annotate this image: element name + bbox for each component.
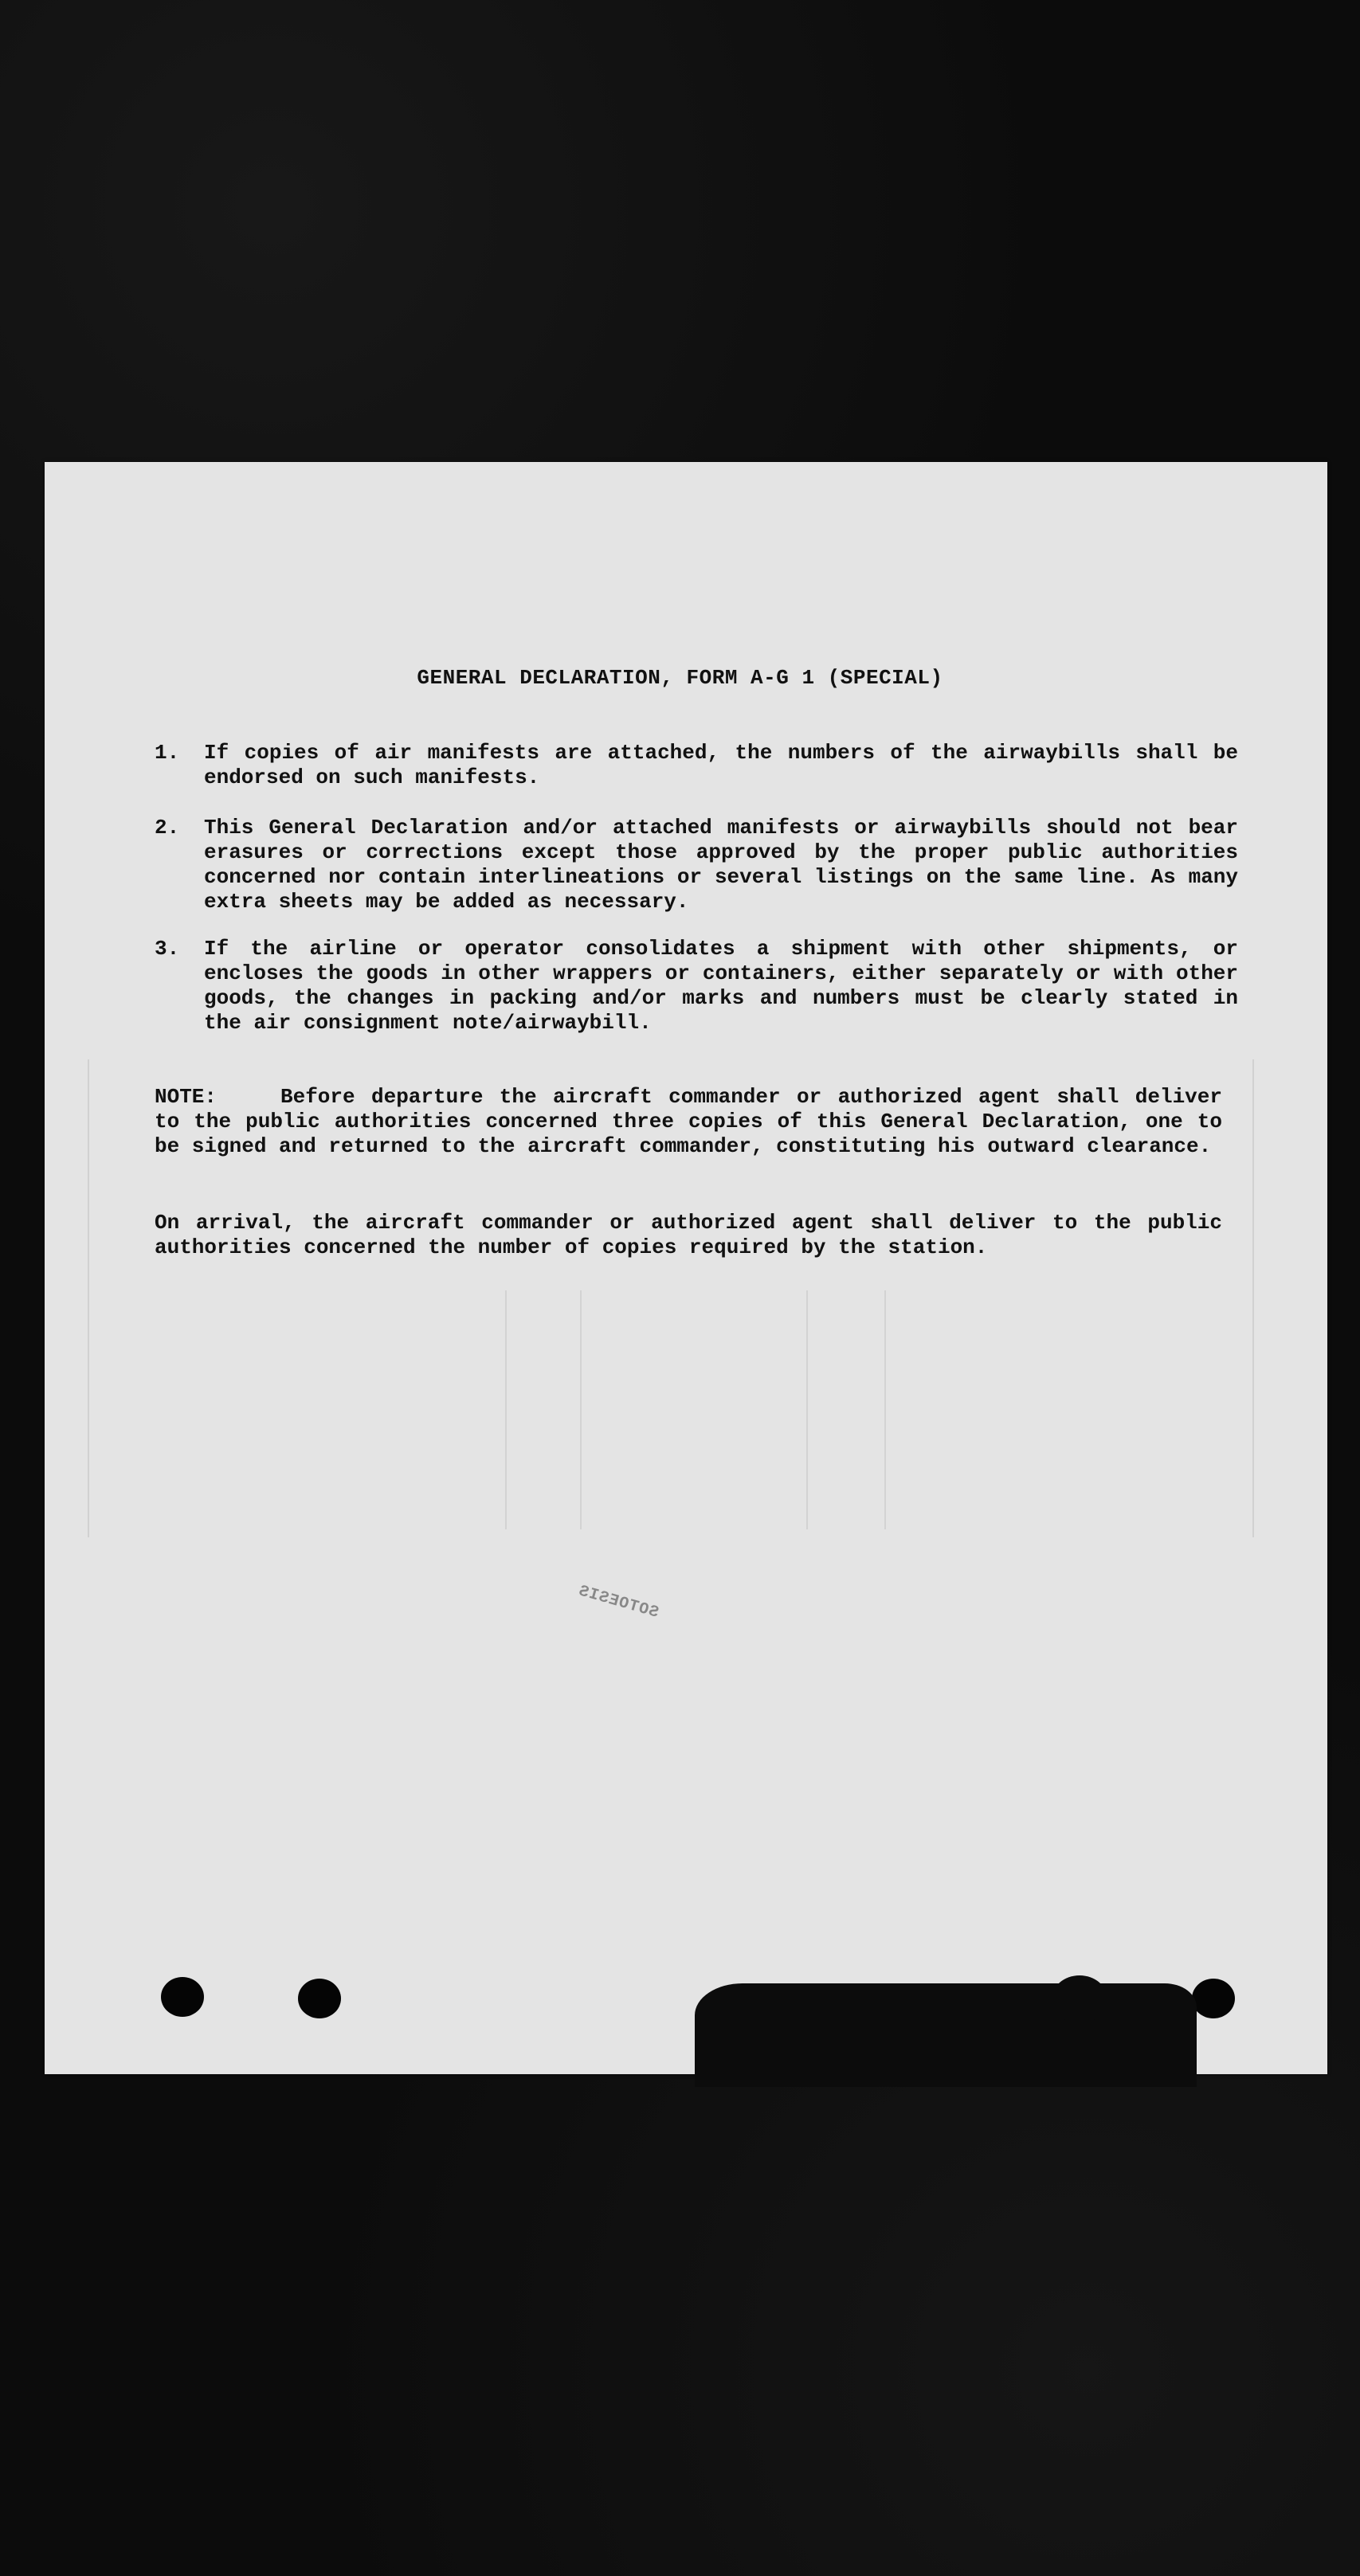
bleed-through-rule (505, 1290, 507, 1529)
note-label: NOTE: (155, 1085, 218, 1109)
item-number: 1. (155, 741, 180, 765)
document-title: GENERAL DECLARATION, FORM A-G 1 (SPECIAL) (417, 666, 943, 690)
torn-edge (1052, 1975, 1107, 2023)
bleed-through-rule (806, 1290, 808, 1529)
note-paragraph (155, 1085, 1222, 1159)
instruction-item-1 (155, 741, 1238, 790)
binder-hole (161, 1977, 204, 2017)
binder-hole (1192, 1979, 1235, 2018)
bleed-through-rule (580, 1290, 582, 1529)
item-number: 2. (155, 816, 180, 840)
arrival-paragraph: On arrival, the aircraft commander or authorized agent shall deliver to the public authorities concerned the number of copies required by the station. (155, 1211, 1222, 1259)
torn-edge (695, 1983, 1197, 2087)
item-text: If the airline or operator consolidates a shipment with other shipments, or encloses the goods in other wrappers or containers, either separately or with other goods, the changes in packing and/or marks and numbers must be clearly stated in the air consignment note/airwaybill. (204, 937, 1238, 1035)
item-number: 3. (155, 937, 180, 961)
item-text: If copies of air manifests are attached, the numbers of the airwaybills shall be endorsed on such manifests. (204, 741, 1238, 789)
instruction-item-3 (155, 937, 1238, 1035)
binder-hole (298, 1979, 341, 2018)
note-text: Before departure the aircraft commander or authorized agent shall deliver to the public authorities concerned three copies of this General Declaration, one to be signed and returned to the aircraft commander, constituting his outward clearance. (155, 1085, 1222, 1158)
item-text: This General Declaration and/or attached manifests or airwaybills should not bear erasures or corrections except those approved by the proper public authorities concerned nor contain interlineations or several listings on the same line. As many extra sheets may be added as necessary. (204, 816, 1238, 914)
instruction-item-2 (155, 816, 1238, 914)
bleed-through-rule (884, 1290, 886, 1529)
bleed-through-stamp: SOTOESIS (575, 1582, 661, 1623)
